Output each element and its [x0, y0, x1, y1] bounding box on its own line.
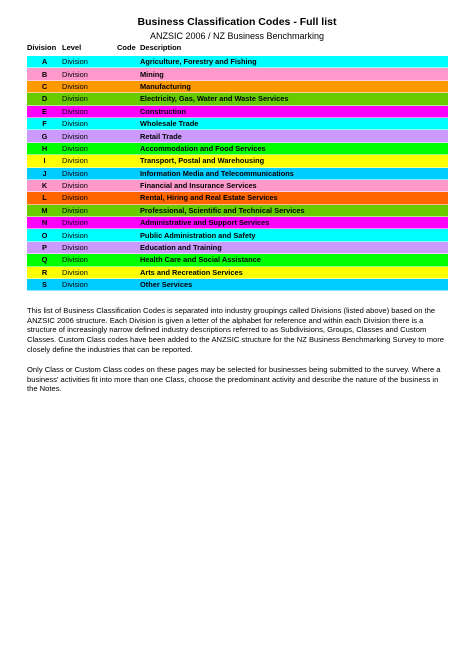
division-description: Manufacturing [140, 81, 191, 91]
division-description: Education and Training [140, 243, 222, 253]
division-description: Public Administration and Safety [140, 230, 256, 240]
division-letter: O [41, 230, 48, 240]
division-letter: Q [41, 255, 48, 265]
division-level: Division [62, 69, 88, 79]
division-level: Division [62, 106, 88, 116]
table-row [27, 106, 448, 118]
division-letter: L [42, 193, 47, 203]
table-row [27, 68, 448, 80]
division-description: Accommodation and Food Services [140, 143, 266, 153]
division-letter: R [41, 267, 48, 277]
division-level: Division [62, 230, 88, 240]
division-letter: F [42, 119, 47, 129]
column-header-code: Code [117, 43, 136, 52]
division-letter: P [42, 243, 47, 253]
page-subtitle: ANZSIC 2006 / NZ Business Benchmarking [149, 31, 325, 41]
column-header-level: Level [62, 43, 82, 52]
table-row [27, 242, 448, 254]
division-letter: D [41, 94, 48, 104]
division-description: Retail Trade [140, 131, 182, 141]
intro-paragraph: This list of Business Classification Codes is separated into industry groupings called Divisions (listed above) based on the ANZSIC 2006 structure. Each Division is given a letter of the alphabet for reference and within each Division there is a structure of increasingly narrow defined industry descriptions referred to as Subdivisions, Groups, Classes and Custom Classes. Custom Class codes have been added to the ANZSIC structure for the NZ Business Benchmarking Survey to more closely define the industries that can be reported. [27, 306, 445, 354]
division-level: Division [62, 143, 88, 153]
division-letter: K [41, 181, 48, 191]
table-row [27, 192, 448, 204]
division-description: Arts and Recreation Services [140, 267, 243, 277]
division-level: Division [62, 57, 88, 67]
division-letter: A [41, 57, 48, 67]
division-description: Agriculture, Forestry and Fishing [140, 57, 257, 67]
division-description: Health Care and Social Assistance [140, 255, 261, 265]
division-level: Division [62, 181, 88, 191]
division-level: Division [62, 156, 88, 166]
division-level: Division [62, 205, 88, 215]
table-row [27, 168, 448, 180]
division-level: Division [62, 119, 88, 129]
division-level: Division [62, 81, 88, 91]
division-letter: S [42, 280, 47, 290]
table-row [27, 279, 448, 291]
division-level: Division [62, 131, 88, 141]
column-header-division: Division [27, 43, 57, 52]
division-description: Professional, Scientific and Technical Services [140, 205, 305, 215]
table-row [27, 155, 448, 167]
division-description: Information Media and Telecommunications [140, 168, 294, 178]
division-level: Division [62, 243, 88, 253]
table-row [27, 205, 448, 217]
division-description: Transport, Postal and Warehousing [140, 156, 265, 166]
division-description: Electricity, Gas, Water and Waste Services [140, 94, 289, 104]
table-row [27, 180, 448, 192]
table-row [27, 254, 448, 266]
division-description: Other Services [140, 280, 193, 290]
division-description: Construction [140, 106, 186, 116]
division-letter: N [41, 218, 48, 228]
division-level: Division [62, 193, 88, 203]
division-letter: C [41, 81, 48, 91]
column-header-description: Description [140, 43, 182, 52]
division-description: Wholesale Trade [140, 119, 199, 129]
division-level: Division [62, 218, 88, 228]
division-level: Division [62, 255, 88, 265]
division-description: Financial and Insurance Services [140, 181, 257, 191]
division-level: Division [62, 280, 88, 290]
division-letter: J [42, 168, 47, 178]
table-row [27, 93, 448, 105]
division-letter: E [42, 106, 47, 116]
table-row [27, 56, 448, 68]
instructions-paragraph: Only Class or Custom Class codes on these pages may be selected for businesses being submitted to the survey. Where a business' activities fit into more than one Class, choose the predominant activity and describe the nature of the business in the Notes. [27, 365, 441, 394]
table-row [27, 118, 448, 130]
table-row [27, 267, 448, 279]
division-description: Rental, Hiring and Real Estate Services [140, 193, 278, 203]
table-row [27, 81, 448, 93]
table-row [27, 143, 448, 155]
page-title: Business Classification Codes - Full list [137, 16, 337, 28]
table-row [27, 229, 448, 241]
division-letter: M [41, 205, 48, 215]
division-letter: B [41, 69, 48, 79]
division-description: Administrative and Support Services [140, 218, 270, 228]
division-letter: H [41, 143, 48, 153]
table-row [27, 217, 448, 229]
division-level: Division [62, 94, 88, 104]
division-letter: I [43, 156, 46, 166]
division-level: Division [62, 168, 88, 178]
division-level: Division [62, 267, 88, 277]
division-table [27, 56, 448, 291]
table-row [27, 130, 448, 142]
division-description: Mining [140, 69, 164, 79]
division-letter: G [41, 131, 48, 141]
